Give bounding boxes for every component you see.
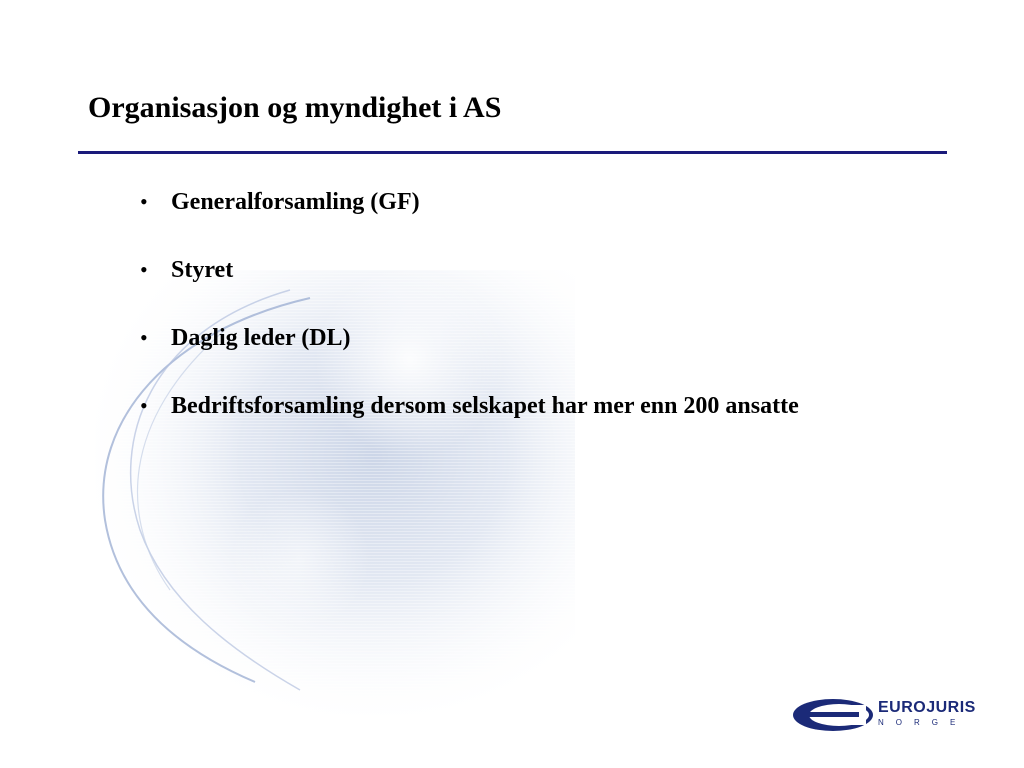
title-divider	[78, 151, 947, 154]
bullet-icon: •	[140, 325, 148, 350]
logo-subtitle: NORGE	[878, 718, 968, 727]
bullet-text: Styret	[171, 257, 234, 283]
bullet-icon: •	[140, 393, 148, 418]
bullet-text: Bedriftsforsamling dersom selskapet har mer enn 200 ansatte	[171, 393, 799, 419]
bullet-text: Daglig leder (DL)	[171, 325, 351, 351]
logo-name: EUROJURIS	[878, 699, 976, 716]
eurojuris-logo	[792, 697, 982, 733]
bullet-text: Generalforsamling (GF)	[171, 189, 420, 215]
bullet-icon: •	[140, 257, 148, 282]
bullet-icon: •	[140, 189, 148, 214]
eurojuris-e-logo-icon	[792, 697, 878, 733]
slide-title: Organisasjon og myndighet i AS	[88, 91, 502, 124]
